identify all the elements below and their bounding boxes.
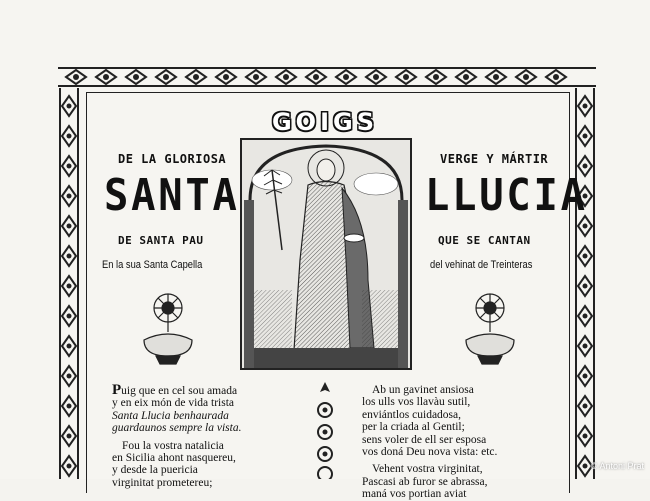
copyright-watermark: © Antoni Prat	[590, 461, 644, 471]
dropcap: P	[112, 382, 122, 398]
verse-right-line: vos doná Deu nova vista: etc.	[362, 446, 498, 459]
verse-right-line: maná vos portian aviat	[362, 488, 467, 501]
verse-right-line: Ab un gavinet ansiosa	[372, 384, 474, 396]
header-right-line3: del vehinat de Treinteras	[430, 259, 533, 271]
verse-right-line: Vehent vostra virginitat,	[372, 463, 483, 476]
verse-left-line: Puig que en cel sou amada	[112, 382, 238, 398]
header-left-line1: DE LA GLORIOSA	[118, 152, 227, 166]
oil-lamp-right-icon	[460, 290, 520, 366]
ornamental-border-left	[58, 88, 80, 479]
header-left-line3: En la sua Santa Capella	[102, 259, 203, 271]
column-divider-ornament	[314, 380, 336, 479]
verse-left-line: virginitat prometereu;	[112, 476, 213, 489]
verse-left	[112, 384, 241, 489]
header-right-line2: QUE SE CANTAN	[438, 234, 531, 247]
saint-figure-illustration	[242, 140, 410, 368]
verse-left-line: y desde la puericia	[112, 464, 198, 477]
verse-right-line: per la criada al Gentil;	[362, 421, 465, 434]
verse-right-line: los ulls vos llavàu sutil,	[362, 396, 471, 409]
verse-right-line: enviántlos cuidadosa,	[362, 408, 462, 421]
ornamental-border-right	[574, 88, 596, 479]
verse-right-line: sens voler de ell ser esposa	[362, 433, 487, 446]
header-left-big: SANTA	[104, 170, 240, 221]
page-title: GOIGS	[271, 108, 378, 136]
header-right-big: LLUCIA	[425, 170, 588, 221]
header-left-line2: DE SANTA PAU	[118, 234, 204, 247]
verse-left-line: en Sicilia ahont nasquereu,	[112, 452, 236, 465]
verse-right	[362, 384, 497, 501]
saint-lucy-engraving	[240, 138, 412, 370]
oil-lamp-left-icon	[138, 290, 198, 366]
verse-left-line: Santa Llucia benhaurada	[112, 409, 229, 422]
verse-left-line: y en eix món de vida trista	[112, 397, 234, 410]
verse-left-line: guardaunos sempre la vista.	[112, 422, 242, 435]
verse-right-line: Pascasi ab furor se abrassa,	[362, 475, 488, 488]
verse-left-line: Fou la vostra natalicia	[122, 439, 224, 452]
ornamental-border-top	[58, 66, 596, 88]
header-right-line1: VERGE Y MÁRTIR	[440, 152, 549, 166]
